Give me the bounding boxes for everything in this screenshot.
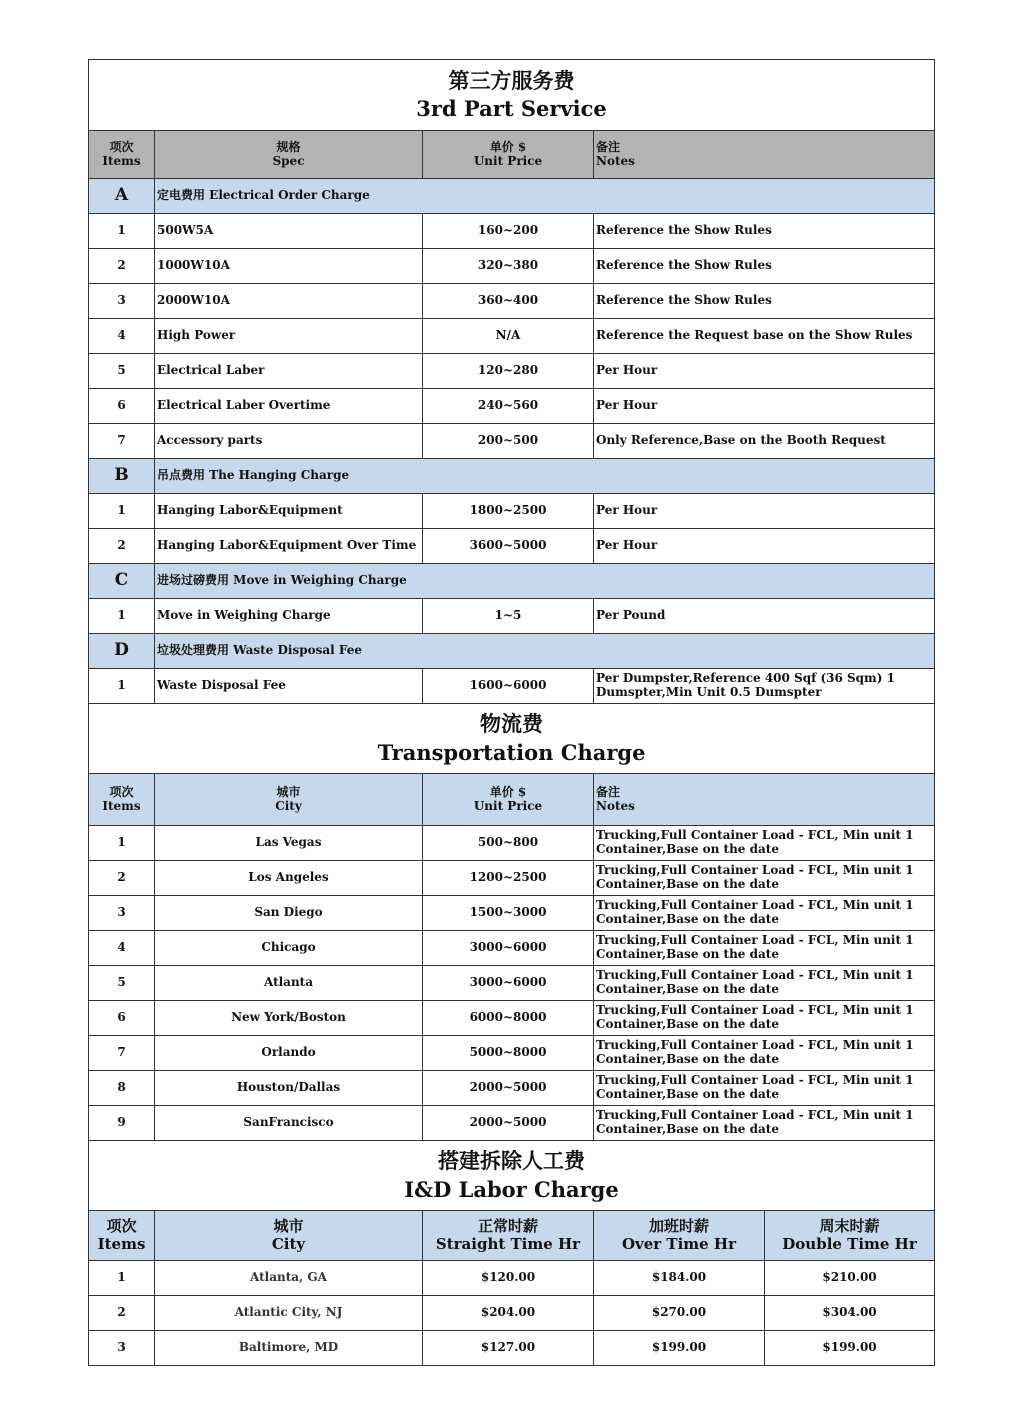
- table-row: [89, 214, 935, 249]
- table-row: [89, 669, 935, 704]
- item-no: 8: [89, 1071, 155, 1106]
- item-note: Reference the Show Rules: [594, 214, 935, 249]
- header-cn: 加班时薪: [648, 1217, 709, 1236]
- column-header: [89, 1211, 155, 1261]
- transport-title-row: [89, 704, 935, 774]
- column-header: [765, 1211, 935, 1261]
- title-en: I&D Labor Charge: [404, 1176, 619, 1202]
- transport-header-row: [89, 774, 935, 826]
- item-spec: Electrical Laber Overtime: [155, 389, 423, 424]
- header-en: Items: [102, 153, 141, 168]
- item-price: 1600~6000: [423, 669, 594, 704]
- header-en: City: [275, 798, 302, 813]
- item-spec: 1000W10A: [155, 249, 423, 284]
- item-no: 4: [89, 319, 155, 354]
- item-no: 1: [89, 1261, 155, 1296]
- item-no: 7: [89, 424, 155, 459]
- item-no: 7: [89, 1036, 155, 1071]
- item-price: N/A: [423, 319, 594, 354]
- item-note: Only Reference,Base on the Booth Request: [594, 424, 935, 459]
- item-city: San Diego: [155, 896, 423, 931]
- item-no: 1: [89, 669, 155, 704]
- table-row: [89, 599, 935, 634]
- item-price: 6000~8000: [423, 1001, 594, 1036]
- title-cn: 物流费: [480, 711, 544, 737]
- column-header: [89, 131, 155, 179]
- table-row: [89, 424, 935, 459]
- header-cn: 单价 $: [489, 139, 527, 154]
- table-row: [89, 826, 935, 861]
- category-row: [89, 179, 935, 214]
- double-time-rate: $304.00: [765, 1296, 935, 1331]
- item-note: Per Hour: [594, 354, 935, 389]
- header-cn: 周末时薪: [819, 1217, 880, 1236]
- item-no: 6: [89, 389, 155, 424]
- title-en: 3rd Part Service: [416, 96, 607, 121]
- item-spec: Electrical Laber: [155, 354, 423, 389]
- table-row: [89, 249, 935, 284]
- service-header-row: [89, 131, 935, 179]
- item-city: Atlantic City, NJ: [155, 1296, 423, 1331]
- header-cn: 项次: [109, 139, 134, 154]
- title-cn: 搭建拆除人工费: [438, 1148, 586, 1174]
- item-note: Trucking,Full Container Load - FCL, Min unit 1 Container,Base on the date: [594, 861, 935, 896]
- service-title-row: [89, 60, 935, 131]
- table-row: [89, 1296, 935, 1331]
- item-note: Reference the Show Rules: [594, 284, 935, 319]
- item-note: Per Dumpster,Reference 400 Sqf (36 Sqm) 1 Dumspter,Min Unit 0.5 Dumspter: [594, 669, 935, 704]
- item-spec: Accessory parts: [155, 424, 423, 459]
- item-spec: High Power: [155, 319, 423, 354]
- item-note: Per Hour: [594, 529, 935, 564]
- item-price: 5000~8000: [423, 1036, 594, 1071]
- table-row: [89, 931, 935, 966]
- table-row: [89, 319, 935, 354]
- header-en: Notes: [596, 798, 635, 813]
- item-note: Trucking,Full Container Load - FCL, Min unit 1 Container,Base on the date: [594, 896, 935, 931]
- column-header: [594, 774, 935, 826]
- column-header: [155, 1211, 423, 1261]
- item-price: 3600~5000: [423, 529, 594, 564]
- item-note: Trucking,Full Container Load - FCL, Min unit 1 Container,Base on the date: [594, 1001, 935, 1036]
- item-price: 500~800: [423, 826, 594, 861]
- item-city: Houston/Dallas: [155, 1071, 423, 1106]
- header-cn: 规格: [276, 139, 301, 154]
- item-note: Per Pound: [594, 599, 935, 634]
- item-price: 320~380: [423, 249, 594, 284]
- table-row: [89, 1261, 935, 1296]
- category-title: 定电费用 Electrical Order Charge: [155, 179, 935, 214]
- item-no: 4: [89, 931, 155, 966]
- header-en: Spec: [272, 153, 305, 168]
- item-spec: 2000W10A: [155, 284, 423, 319]
- header-en: Notes: [596, 153, 635, 168]
- column-header: [594, 131, 935, 179]
- item-note: Per Hour: [594, 494, 935, 529]
- item-no: 2: [89, 529, 155, 564]
- column-header: [594, 1211, 765, 1261]
- labor-header-row: [89, 1211, 935, 1261]
- item-city: SanFrancisco: [155, 1106, 423, 1141]
- column-header: [423, 1211, 594, 1261]
- table-row: [89, 861, 935, 896]
- over-time-rate: $270.00: [594, 1296, 765, 1331]
- table-row: [89, 389, 935, 424]
- table-row: [89, 966, 935, 1001]
- column-header: [155, 774, 423, 826]
- header-en: Items: [97, 1234, 146, 1253]
- column-header: [423, 131, 594, 179]
- table-row: [89, 354, 935, 389]
- column-header: [155, 131, 423, 179]
- header-cn: 备注: [596, 784, 621, 799]
- straight-time-rate: $127.00: [423, 1331, 594, 1366]
- item-no: 2: [89, 249, 155, 284]
- item-note: Trucking,Full Container Load - FCL, Min unit 1 Container,Base on the date: [594, 931, 935, 966]
- table-row: [89, 1036, 935, 1071]
- item-no: 3: [89, 284, 155, 319]
- item-city: Los Angeles: [155, 861, 423, 896]
- header-cn: 备注: [596, 139, 621, 154]
- column-header: [423, 774, 594, 826]
- header-cn: 城市: [273, 1217, 304, 1236]
- table-row: [89, 284, 935, 319]
- item-price: 1500~3000: [423, 896, 594, 931]
- header-en: Over Time Hr: [621, 1234, 737, 1253]
- item-note: Reference the Request base on the Show Rules: [594, 319, 935, 354]
- item-no: 6: [89, 1001, 155, 1036]
- category-letter: B: [89, 459, 155, 494]
- straight-time-rate: $120.00: [423, 1261, 594, 1296]
- item-price: 1~5: [423, 599, 594, 634]
- header-en: Items: [102, 798, 141, 813]
- category-row: [89, 459, 935, 494]
- item-spec: Waste Disposal Fee: [155, 669, 423, 704]
- item-no: 1: [89, 826, 155, 861]
- item-no: 5: [89, 966, 155, 1001]
- header-cn: 正常时薪: [477, 1217, 538, 1236]
- header-en: Straight Time Hr: [435, 1234, 581, 1253]
- header-cn: 城市: [276, 784, 301, 799]
- item-spec: Hanging Labor&Equipment Over Time: [155, 529, 423, 564]
- item-city: Baltimore, MD: [155, 1331, 423, 1366]
- column-header: [89, 774, 155, 826]
- price-sheet: [88, 59, 935, 1366]
- category-letter: C: [89, 564, 155, 599]
- item-note: Reference the Show Rules: [594, 249, 935, 284]
- section-title: [89, 1141, 935, 1211]
- double-time-rate: $210.00: [765, 1261, 935, 1296]
- item-city: New York/Boston: [155, 1001, 423, 1036]
- item-price: 1800~2500: [423, 494, 594, 529]
- section-title: [89, 60, 935, 131]
- section-title: [89, 704, 935, 774]
- category-title: 吊点费用 The Hanging Charge: [155, 459, 935, 494]
- item-city: Orlando: [155, 1036, 423, 1071]
- item-note: Trucking,Full Container Load - FCL, Min unit 1 Container,Base on the date: [594, 1071, 935, 1106]
- category-title: 垃圾处理费用 Waste Disposal Fee: [155, 634, 935, 669]
- item-no: 1: [89, 494, 155, 529]
- over-time-rate: $184.00: [594, 1261, 765, 1296]
- header-en: Double Time Hr: [782, 1234, 917, 1253]
- straight-time-rate: $204.00: [423, 1296, 594, 1331]
- table-row: [89, 1071, 935, 1106]
- item-city: Chicago: [155, 931, 423, 966]
- over-time-rate: $199.00: [594, 1331, 765, 1366]
- header-cn: 项次: [106, 1217, 137, 1236]
- item-note: Trucking,Full Container Load - FCL, Min unit 1 Container,Base on the date: [594, 966, 935, 1001]
- item-price: 240~560: [423, 389, 594, 424]
- item-spec: Hanging Labor&Equipment: [155, 494, 423, 529]
- header-en: City: [271, 1234, 306, 1253]
- item-city: Atlanta: [155, 966, 423, 1001]
- item-price: 2000~5000: [423, 1106, 594, 1141]
- table-row: [89, 529, 935, 564]
- item-note: Per Hour: [594, 389, 935, 424]
- item-no: 1: [89, 214, 155, 249]
- item-no: 1: [89, 599, 155, 634]
- item-note: Trucking,Full Container Load - FCL, Min unit 1 Container,Base on the date: [594, 826, 935, 861]
- item-price: 360~400: [423, 284, 594, 319]
- item-no: 3: [89, 1331, 155, 1366]
- item-price: 120~280: [423, 354, 594, 389]
- item-spec: Move in Weighing Charge: [155, 599, 423, 634]
- category-letter: A: [89, 179, 155, 214]
- labor-title-row: [89, 1141, 935, 1211]
- table-row: [89, 1331, 935, 1366]
- header-en: Unit Price: [473, 798, 543, 813]
- category-row: [89, 634, 935, 669]
- item-price: 200~500: [423, 424, 594, 459]
- item-no: 2: [89, 861, 155, 896]
- title-en: Transportation Charge: [377, 739, 646, 765]
- item-note: Trucking,Full Container Load - FCL, Min unit 1 Container,Base on the date: [594, 1106, 935, 1141]
- table-row: [89, 1106, 935, 1141]
- table-row: [89, 494, 935, 529]
- table-row: [89, 896, 935, 931]
- header-en: Unit Price: [473, 153, 543, 168]
- double-time-rate: $199.00: [765, 1331, 935, 1366]
- header-cn: 单价 $: [489, 784, 527, 799]
- item-city: Las Vegas: [155, 826, 423, 861]
- item-price: 1200~2500: [423, 861, 594, 896]
- item-note: Trucking,Full Container Load - FCL, Min unit 1 Container,Base on the date: [594, 1036, 935, 1071]
- header-cn: 项次: [109, 784, 134, 799]
- category-letter: D: [89, 634, 155, 669]
- item-no: 2: [89, 1296, 155, 1331]
- item-city: Atlanta, GA: [155, 1261, 423, 1296]
- item-no: 3: [89, 896, 155, 931]
- item-price: 2000~5000: [423, 1071, 594, 1106]
- category-row: [89, 564, 935, 599]
- item-spec: 500W5A: [155, 214, 423, 249]
- title-cn: 第三方服务费: [448, 67, 575, 93]
- item-no: 5: [89, 354, 155, 389]
- item-price: 160~200: [423, 214, 594, 249]
- table-row: [89, 1001, 935, 1036]
- item-price: 3000~6000: [423, 931, 594, 966]
- category-title: 进场过磅费用 Move in Weighing Charge: [155, 564, 935, 599]
- item-no: 9: [89, 1106, 155, 1141]
- item-price: 3000~6000: [423, 966, 594, 1001]
